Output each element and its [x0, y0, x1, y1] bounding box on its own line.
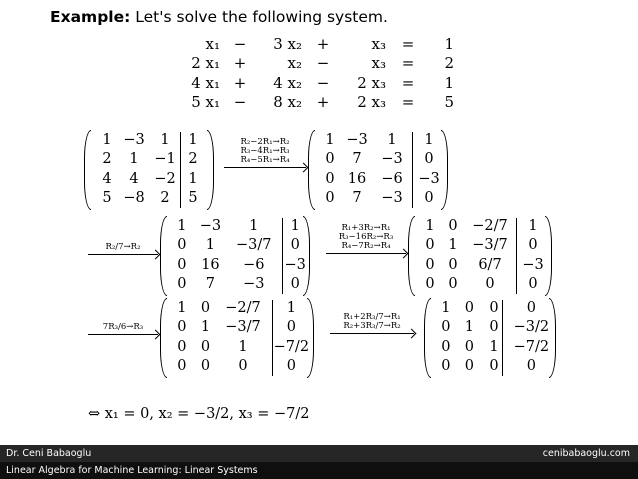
equation-term: −: [316, 73, 330, 92]
augmented-matrix-1: [84, 130, 214, 210]
matrix-row: [424, 318, 556, 338]
matrix-cell: 0: [424, 190, 434, 207]
equation-term: 2 x₁: [191, 54, 220, 73]
row-operation-5: [330, 313, 414, 334]
matrix-cell: 1: [464, 319, 475, 336]
augmented-matrix-2: [308, 130, 448, 210]
matrix-cell: 1: [102, 131, 112, 148]
arrow-icon: [88, 334, 158, 335]
matrix-cell: −3/7: [472, 237, 508, 254]
augmented-matrix-5: [160, 298, 314, 378]
matrix-cell: 0: [528, 276, 538, 293]
matrix-cell: 1: [290, 217, 300, 234]
matrix-cell: 1: [249, 217, 259, 234]
matrix-cell: 1: [200, 319, 211, 336]
matrix-row: [424, 357, 556, 377]
matrix-cell: 1: [160, 131, 170, 148]
equation-term: 1: [444, 73, 454, 92]
augmented-matrix-3: [160, 216, 310, 296]
equation-term: 5 x₁: [191, 93, 220, 112]
equation-term: 2 x₃: [357, 73, 386, 92]
matrix-cell: 6/7: [478, 256, 502, 273]
matrix-cell: 0: [177, 338, 187, 355]
equation-term: 1: [444, 34, 454, 53]
footer-course: Linear Algebra for Machine Learning: Linear Systems: [6, 465, 258, 476]
operation-label: R₂/7→R₂: [105, 242, 141, 252]
row-operation-4: [88, 323, 158, 335]
left-bracket: [84, 130, 91, 210]
matrix-cell: 0: [425, 276, 435, 293]
matrix-cell: 0: [177, 256, 187, 273]
matrix-cell: 1: [188, 170, 198, 187]
left-bracket: [160, 298, 167, 378]
equation-term: 2: [444, 54, 454, 73]
matrix-cell: 5: [188, 190, 198, 207]
equation-term: x₁: [205, 34, 220, 53]
matrix-cell: 1: [325, 131, 335, 148]
equation-row: [170, 54, 454, 74]
matrix-cell: 0: [441, 319, 451, 336]
matrix-row: [408, 255, 552, 275]
matrix-cell: 0: [485, 276, 495, 293]
matrix-row: [84, 169, 214, 189]
left-bracket: [308, 130, 315, 210]
matrix-row: [408, 216, 552, 236]
matrix-cell: 0: [286, 358, 296, 375]
matrix-cell: 1: [448, 237, 458, 254]
augmented-matrix-4: [408, 216, 552, 296]
left-bracket: [160, 216, 167, 296]
matrix-row: [408, 275, 552, 295]
matrix-cell: 0: [489, 358, 499, 375]
solution-line: ⇔ x₁ = 0, x₂ = −3/2, x₃ = −7/2: [88, 406, 310, 422]
matrix-cell: 0: [489, 299, 499, 316]
equation-term: =: [401, 34, 415, 53]
equation-term: +: [233, 73, 247, 92]
arrow-icon: [224, 167, 306, 168]
augment-separator: [412, 132, 413, 208]
matrix-row: [424, 298, 556, 318]
matrix-cell: 16: [201, 256, 220, 273]
matrix-cell: 0: [325, 151, 335, 168]
matrix-cell: 1: [387, 131, 397, 148]
matrix-cell: 0: [325, 190, 335, 207]
matrix-row: [308, 189, 448, 209]
operation-label: R₃−4R₁→R₃: [240, 146, 290, 156]
matrix-cell: 4: [129, 170, 139, 187]
matrix-cell: 2: [160, 190, 170, 207]
matrix-cell: 1: [205, 237, 216, 254]
matrix-cell: −2/7: [472, 217, 508, 234]
matrix-row: [160, 236, 310, 256]
operation-label: R₂−2R₁→R₂: [240, 137, 290, 147]
arrow-icon: [88, 254, 158, 255]
matrix-row: [160, 318, 314, 338]
matrix-cell: −6: [243, 256, 265, 273]
operation-label: 7R₃/6→R₃: [102, 322, 144, 332]
equation-term: 8 x₂: [273, 93, 302, 112]
equation-term: =: [401, 54, 415, 73]
matrix-cell: 0: [464, 338, 475, 355]
matrix-cell: 0: [177, 237, 187, 254]
equation-term: 5: [444, 93, 454, 112]
matrix-cell: 0: [200, 299, 211, 316]
matrix-cell: −3: [243, 276, 265, 293]
equation-row: [170, 73, 454, 93]
matrix-cell: −3/7: [236, 237, 272, 254]
matrix-cell: 1: [238, 338, 248, 355]
arrow-icon: [330, 333, 414, 334]
linear-system: [170, 34, 454, 112]
matrix-cell: −3/7: [225, 319, 261, 336]
matrix-cell: 1: [129, 151, 139, 168]
matrix-cell: 0: [286, 319, 296, 336]
matrix-row: [160, 298, 314, 318]
matrix-cell: 1: [286, 299, 296, 316]
augment-separator: [272, 300, 273, 376]
equation-term: +: [233, 54, 247, 73]
matrix-cell: 0: [177, 319, 187, 336]
equation-term: =: [401, 73, 415, 92]
matrix-cell: 7: [205, 276, 216, 293]
footer-bar-top: [0, 445, 638, 462]
equation-row: [170, 34, 454, 54]
equation-term: 4 x₁: [191, 73, 220, 92]
matrix-row: [160, 255, 310, 275]
operation-label: R₁+3R₂→R₁: [341, 223, 391, 233]
footer-author: Dr. Ceni Babaoglu: [6, 448, 92, 459]
matrix-cell: 0: [290, 237, 300, 254]
equation-term: =: [401, 93, 415, 112]
equation-term: +: [316, 34, 330, 53]
equation-row: [170, 93, 454, 113]
matrix-cell: 0: [489, 319, 499, 336]
matrix-cell: 0: [464, 358, 475, 375]
matrix-cell: −8: [123, 190, 145, 207]
equation-term: 2 x₃: [357, 93, 386, 112]
matrix-row: [408, 236, 552, 256]
matrix-row: [160, 357, 314, 377]
equation-term: 4 x₂: [273, 73, 302, 92]
arrow-icon: [326, 253, 406, 254]
matrix-cell: −3: [418, 170, 440, 187]
matrix-cell: 0: [177, 276, 187, 293]
matrix-cell: −1: [154, 151, 176, 168]
footer-bar-bottom: [0, 462, 638, 479]
matrix-cell: 0: [528, 237, 538, 254]
augment-separator: [502, 300, 503, 376]
matrix-cell: 4: [102, 170, 112, 187]
left-bracket: [424, 298, 431, 378]
matrix-cell: 7: [352, 190, 362, 207]
matrix-cell: 1: [489, 338, 499, 355]
matrix-cell: 0: [448, 217, 458, 234]
matrix-row: [308, 169, 448, 189]
matrix-cell: −2: [154, 170, 176, 187]
matrix-cell: −3: [346, 131, 368, 148]
operation-label: R₂+3R₃/7→R₂: [343, 321, 401, 331]
matrix-row: [160, 337, 314, 357]
augment-separator: [516, 218, 517, 294]
operation-label: R₄−5R₁→R₄: [240, 155, 290, 165]
matrix-cell: 1: [177, 299, 187, 316]
matrix-cell: −3: [381, 190, 403, 207]
matrix-cell: 0: [425, 256, 435, 273]
matrix-cell: −3: [199, 217, 222, 234]
matrix-cell: −7/2: [273, 338, 310, 355]
equation-term: −: [233, 34, 247, 53]
matrix-cell: 0: [464, 299, 475, 316]
footer-site: cenibabaoglu.com: [542, 448, 630, 459]
matrix-cell: 1: [528, 217, 538, 234]
matrix-cell: 0: [441, 358, 451, 375]
matrix-cell: 0: [441, 338, 451, 355]
matrix-cell: 0: [177, 358, 187, 375]
matrix-cell: −2/7: [225, 299, 261, 316]
equation-term: +: [316, 93, 330, 112]
matrix-row: [160, 275, 310, 295]
matrix-row: [160, 216, 310, 236]
example-label: Example:: [50, 8, 131, 26]
matrix-cell: 0: [325, 170, 335, 187]
matrix-cell: 16: [347, 170, 367, 187]
matrix-cell: −3: [284, 256, 306, 273]
matrix-cell: 1: [188, 131, 198, 148]
row-operation-1: [224, 138, 306, 168]
operation-label: R₃−16R₂→R₃: [338, 232, 394, 242]
matrix-row: [84, 130, 214, 150]
equation-term: −: [316, 54, 330, 73]
matrix-cell: −7/2: [513, 338, 550, 355]
matrix-cell: 0: [526, 299, 536, 316]
matrix-cell: 1: [425, 217, 435, 234]
matrix-row: [308, 150, 448, 170]
matrix-cell: 0: [448, 276, 458, 293]
equation-term: x₂: [287, 54, 302, 73]
equation-term: x₃: [371, 54, 386, 73]
left-bracket: [408, 216, 415, 296]
augmented-matrix-6: [424, 298, 556, 378]
matrix-cell: 0: [200, 358, 211, 375]
matrix-cell: 0: [448, 256, 458, 273]
matrix-cell: 1: [177, 217, 187, 234]
matrix-cell: 0: [238, 358, 248, 375]
equation-term: x₃: [371, 34, 386, 53]
matrix-cell: −3: [522, 256, 544, 273]
matrix-cell: 2: [102, 151, 112, 168]
matrix-cell: 1: [424, 131, 434, 148]
matrix-row: [424, 337, 556, 357]
example-text: Let's solve the following system.: [135, 8, 388, 26]
matrix-cell: 1: [441, 299, 451, 316]
equation-term: 3 x₂: [273, 34, 302, 53]
row-operation-3: [326, 224, 406, 254]
row-operation-2: [88, 243, 158, 255]
operation-label: R₁+2R₃/7→R₁: [343, 312, 401, 322]
matrix-row: [308, 130, 448, 150]
matrix-cell: 7: [352, 151, 362, 168]
augment-separator: [282, 218, 283, 294]
matrix-cell: −3: [123, 131, 145, 148]
matrix-cell: 2: [188, 151, 198, 168]
matrix-cell: 0: [424, 151, 434, 168]
matrix-cell: 5: [102, 190, 112, 207]
matrix-row: [84, 150, 214, 170]
matrix-cell: −6: [381, 170, 403, 187]
matrix-cell: −3: [381, 151, 403, 168]
matrix-cell: 0: [526, 358, 536, 375]
matrix-row: [84, 189, 214, 209]
operation-label: R₄−7R₂→R₄: [341, 241, 391, 251]
matrix-cell: 0: [425, 237, 435, 254]
augment-separator: [180, 132, 181, 208]
equation-term: −: [233, 93, 247, 112]
matrix-cell: 0: [200, 338, 211, 355]
example-heading: [50, 8, 388, 26]
matrix-cell: 0: [290, 276, 300, 293]
matrix-cell: −3/2: [513, 319, 550, 336]
